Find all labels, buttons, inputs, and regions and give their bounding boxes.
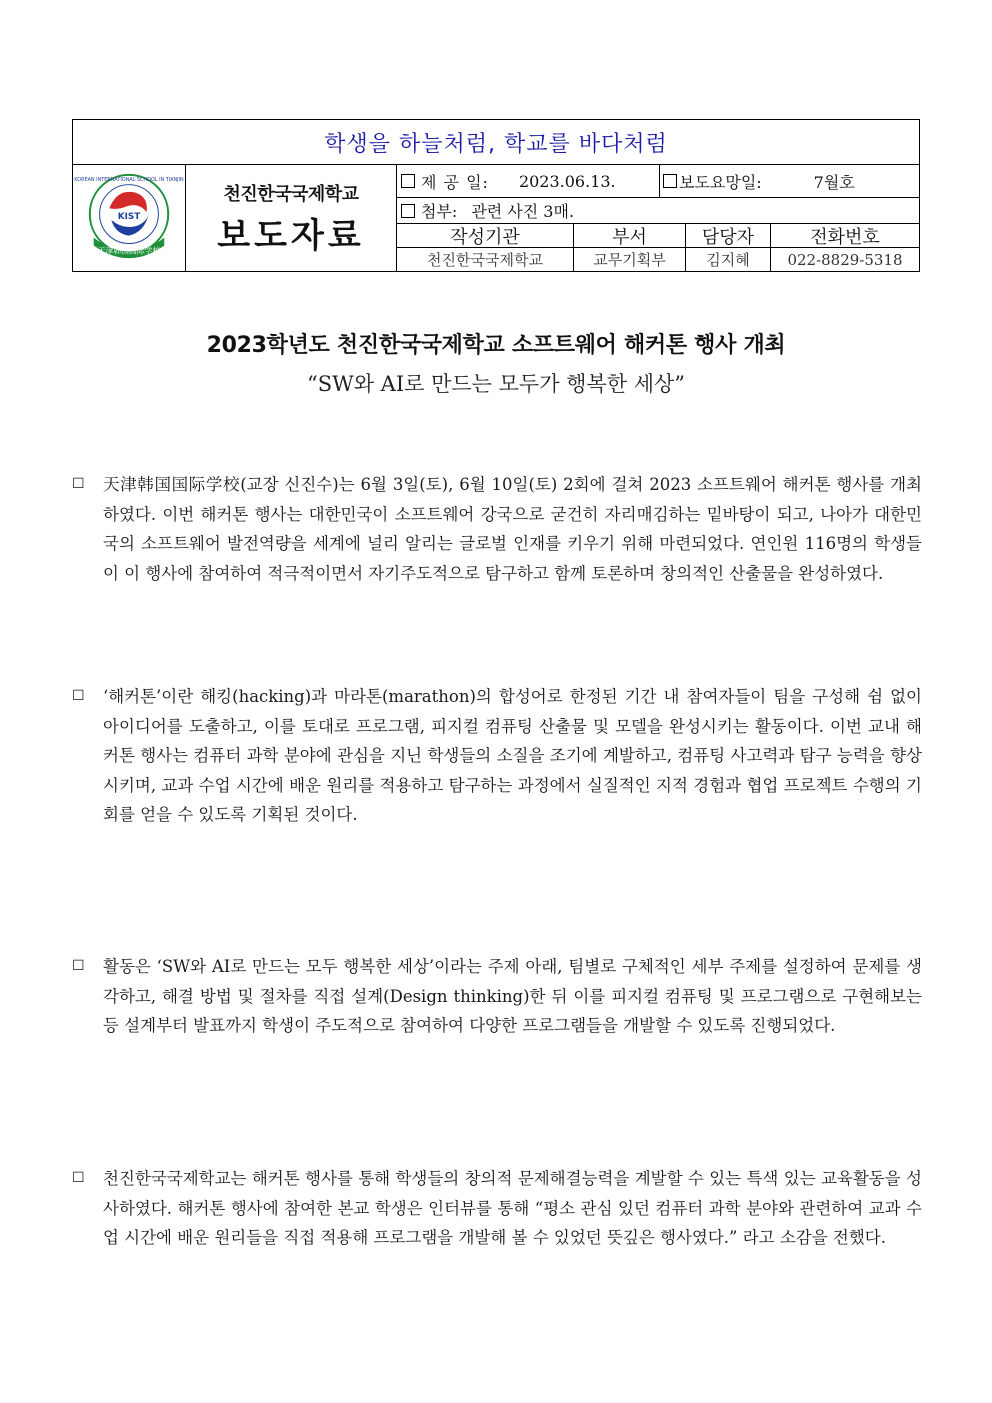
svg-text:天津韩国国际学校: 天津韩国国际学校 [97,246,161,256]
column-header-organization: 작성기관 [450,226,520,248]
issue-date-row [397,165,919,198]
title-cell [186,165,397,271]
checkbox-bullet-icon: ☐ [72,1170,85,1186]
info-table [397,165,919,271]
checkbox-icon [663,174,677,188]
paragraph-text: 천진한국국제학교는 해커톤 행사를 통해 학생들의 창의적 문제해결능력을 계발할 수 있는 특색 있는 교육활동을 성사하였다. 해커톤 행사에 참여한 본교 학생은 인터뷰를 통해 “평소 관심 있던 컴퓨터 과학 분야와 관련하여 교과 수업 시간에 배운 원리들을 직접 적용해 프로그램을 개발해 볼 수 있었던 뜻깊은 행사였다.” 라고 소감을 전했다. [103,1169,922,1247]
article-title: 2023학년도 천진한국국제학교 소프트웨어 해커톤 행사 개최 [206,333,786,358]
document-type: 보도자료 [217,215,365,256]
logo-cell [73,165,186,271]
checkbox-icon [401,204,415,218]
requested-issue: 7월호 [813,172,855,192]
svg-text:KOREAN INTERNATIONAL SCHOOL IN: KOREAN INTERNATIONAL SCHOOL IN TIANJIN [74,176,184,183]
paragraph-1 [72,470,922,588]
paragraph-text: 활동은 ‘SW와 AI로 만드는 모두 행복한 세상’이라는 주제 아래, 팀별로 구체적인 세부 주제를 설정하여 문제를 생각하고, 해결 방법 및 절차를 직접 설계(Design thinking)한 뒤 이를 피지컬 컴퓨팅 및 프로그램으로 구현해보는 등 설계부터 발표까지 학생이 주도적으로 참여하여 다양한 프로그램들을 개발할 수 있도록 진행되었다. [103,957,922,1035]
checkbox-bullet-icon: ☐ [72,688,85,704]
issue-date: 2023.06.13. [518,171,616,191]
organization-value: 천진한국국제학교 [427,251,543,269]
column-header-department: 부서 [573,224,685,247]
paragraph-text: 天津韩国国际学校(교장 신진수)는 6월 3일(토), 6월 10일(토) 2회에 걸쳐 2023 소프트웨어 해커톤 행사를 개최하였다. 이번 해커톤 행사는 대한민국이 소프트웨어 강국으로 굳건히 자리매김하는 밑바탕이 되고, 나아가 대한민국의 소프트웨어 발전역량을 세계에 널리 알리는 글로벌 인재를 키우기 위해 마련되었다. 연인원 116명의 학생들이 이 행사에 참여하여 적극적이면서 자기주도적으로 탐구하고 함께 토론하며 창의적인 산출물을 완성하였다. [103,475,922,583]
press-release-header [72,119,920,272]
school-logo-icon [74,169,184,267]
paragraph-text: ‘해커톤’이란 해킹(hacking)과 마라톤(marathon)의 합성어로 한정된 기간 내 참여자들이 팀을 구성해 쉼 없이 아이디어를 도출하고, 이를 토대로 프로그램, 피지컬 컴퓨팅 산출물 및 모델을 완성시키는 활동이다. 이번 교내 해커톤 행사는 컴퓨터 과학 분야에 관심을 지닌 학생들의 소질을 조기에 계발하고, 컴퓨팅 사고력과 탐구 능력을 향상시키며, 교과 수업 시간에 배운 원리를 적용하고 탐구하는 과정에서 실질적인 지적 경험과 협업 프로젝트 수행의 기회를 얻을 수 있도록 기획된 것이다. [103,687,922,824]
checkbox-bullet-icon: ☐ [72,476,85,492]
column-header-contact-person: 담당자 [685,224,770,247]
column-header-phone: 전화번호 [770,224,919,247]
contact-person-value: 김지혜 [685,248,770,271]
svg-text:KIST: KIST [117,211,141,222]
attachment-value: 관련 사진 3매. [471,202,575,221]
contact-header-row [397,224,919,248]
attachment-row [397,198,919,224]
paragraph-2 [72,682,922,830]
paragraph-4 [72,1164,922,1253]
requested-issue-label: 보도요망일: [679,172,762,192]
issue-date-label: 제 공 일: [421,172,489,192]
phone-value: 022-8829-5318 [770,248,919,271]
checkbox-bullet-icon: ☐ [72,958,85,974]
school-name: 천진한국국제학교 [223,183,359,205]
paragraph-3 [72,952,922,1041]
school-slogan: 학생을 하늘처럼, 학교를 바다처럼 [73,120,919,165]
checkbox-icon [401,174,415,188]
department-value: 교무기획부 [573,248,685,271]
article-subtitle: “SW와 AI로 만드는 모두가 행복한 세상” [307,372,685,396]
contact-value-row [397,248,919,271]
attachment-label: 첨부: [421,202,458,221]
